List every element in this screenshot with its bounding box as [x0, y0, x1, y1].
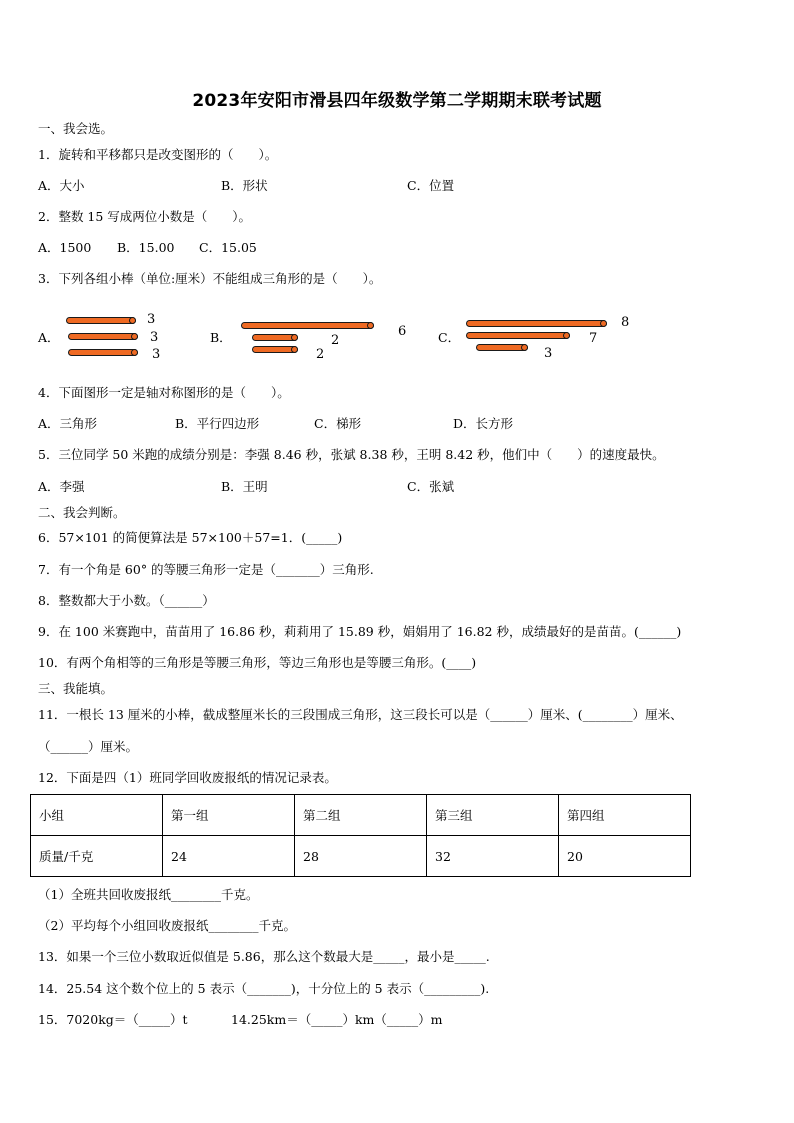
question-13: 13．如果一个三位小数取近似值是 5.86，那么这个数最大是_____，最小是_____.	[38, 949, 490, 964]
stick-c3-length: 3	[544, 346, 553, 361]
stick-a2-length: 3	[150, 330, 159, 345]
question-12: 12．下面是四（1）班同学回收废报纸的情况记录表。	[38, 770, 337, 785]
q3-option-c: C．	[438, 330, 461, 345]
table-cell: 20	[559, 836, 691, 877]
question-4: 4．下面图形一定是轴对称图形的是（ ）。	[38, 385, 290, 400]
q5-option-a: A．李强	[38, 479, 85, 494]
q1-option-b: B．形状	[221, 178, 268, 193]
stick-b2-length: 2	[331, 333, 340, 348]
q2-option-c: C．15.05	[199, 240, 257, 255]
stick-c1	[466, 320, 607, 327]
question-1: 1．旋转和平移都只是改变图形的（ ）。	[38, 147, 278, 162]
section-heading-2: 二、我会判断。	[38, 505, 126, 520]
table-cell: 第二组	[295, 795, 427, 836]
recycling-table	[30, 794, 691, 877]
table-header-row	[31, 795, 691, 836]
q4-option-d: D．长方形	[453, 416, 514, 431]
table-cell: 28	[295, 836, 427, 877]
question-11: 11．一根长 13 厘米的小棒，截成整厘米长的三段围成三角形，这三段长可以是（______）厘米、(________）厘米、	[38, 707, 683, 722]
table-cell: 第三组	[427, 795, 559, 836]
stick-b1	[241, 322, 374, 329]
section-heading-3: 三、我能填。	[38, 681, 114, 696]
stick-b3	[252, 346, 298, 353]
question-7: 7．有一个角是 60° 的等腰三角形一定是（_______）三角形.	[38, 562, 374, 577]
q3-option-b: B．	[210, 330, 232, 345]
stick-c1-length: 8	[621, 315, 630, 330]
stick-a3	[68, 349, 138, 356]
q2-option-a: A．1500	[38, 240, 92, 255]
stick-c2	[466, 332, 570, 339]
table-cell: 第一组	[163, 795, 295, 836]
q5-option-c: C．张斌	[407, 479, 455, 494]
table-cell: 质量/千克	[31, 836, 163, 877]
stick-a1-length: 3	[147, 312, 156, 327]
question-10: 10．有两个角相等的三角形是等腰三角形，等边三角形也是等腰三角形。(____)	[38, 655, 477, 670]
q1-option-c: C．位置	[407, 178, 455, 193]
q3-option-a: A．	[38, 330, 60, 345]
q4-option-c: C．梯形	[314, 416, 362, 431]
stick-a2	[68, 333, 138, 340]
stick-b2	[252, 334, 298, 341]
question-15-part-b: 14.25km＝（_____）km（_____）m	[231, 1012, 443, 1027]
question-11-continued: （______）厘米。	[38, 739, 139, 754]
question-5: 5．三位同学 50 米跑的成绩分别是：李强 8.46 秒，张斌 8.38 秒，王明 8.42 秒，他们中（ ）的速度最快。	[38, 447, 665, 462]
stick-b3-length: 2	[316, 347, 325, 362]
question-8: 8．整数都大于小数。（______）	[38, 593, 215, 608]
q5-option-b: B．王明	[221, 479, 268, 494]
q2-option-b: B．15.00	[117, 240, 175, 255]
question-12-part-1: （1）全班共回收废报纸________千克。	[38, 887, 259, 902]
question-2: 2．整数 15 写成两位小数是（ ）。	[38, 209, 252, 224]
section-heading-1: 一、我会选。	[38, 121, 114, 136]
q4-option-b: B．平行四边形	[175, 416, 260, 431]
stick-a1	[66, 317, 136, 324]
table-cell: 24	[163, 836, 295, 877]
question-12-part-2: （2）平均每个小组回收废报纸________千克。	[38, 918, 296, 933]
question-15-part-a: 15．7020kg＝（_____）t	[38, 1012, 188, 1027]
question-3: 3．下列各组小棒（单位:厘米）不能组成三角形的是（ ）。	[38, 271, 382, 286]
question-14: 14．25.54 这个数个位上的 5 表示（_______)，十分位上的 5 表示（_________).	[38, 981, 490, 996]
table-cell: 第四组	[559, 795, 691, 836]
table-cell: 小组	[31, 795, 163, 836]
table-cell: 32	[427, 836, 559, 877]
stick-b1-length: 6	[398, 324, 407, 339]
stick-c3	[476, 344, 528, 351]
question-6: 6．57×101 的简便算法是 57×100＋57=1．(_____)	[38, 530, 343, 545]
table-row	[31, 836, 691, 877]
question-9: 9．在 100 米赛跑中，苗苗用了 16.86 秒，莉莉用了 15.89 秒，娟娟用了 16.82 秒，成绩最好的是苗苗。(______)	[38, 624, 682, 639]
page-title: 2023年安阳市滑县四年级数学第二学期期末联考试题	[192, 91, 602, 111]
q1-option-a: A．大小	[38, 178, 85, 193]
stick-a3-length: 3	[152, 347, 161, 362]
q4-option-a: A．三角形	[38, 416, 98, 431]
stick-c2-length: 7	[589, 331, 598, 346]
